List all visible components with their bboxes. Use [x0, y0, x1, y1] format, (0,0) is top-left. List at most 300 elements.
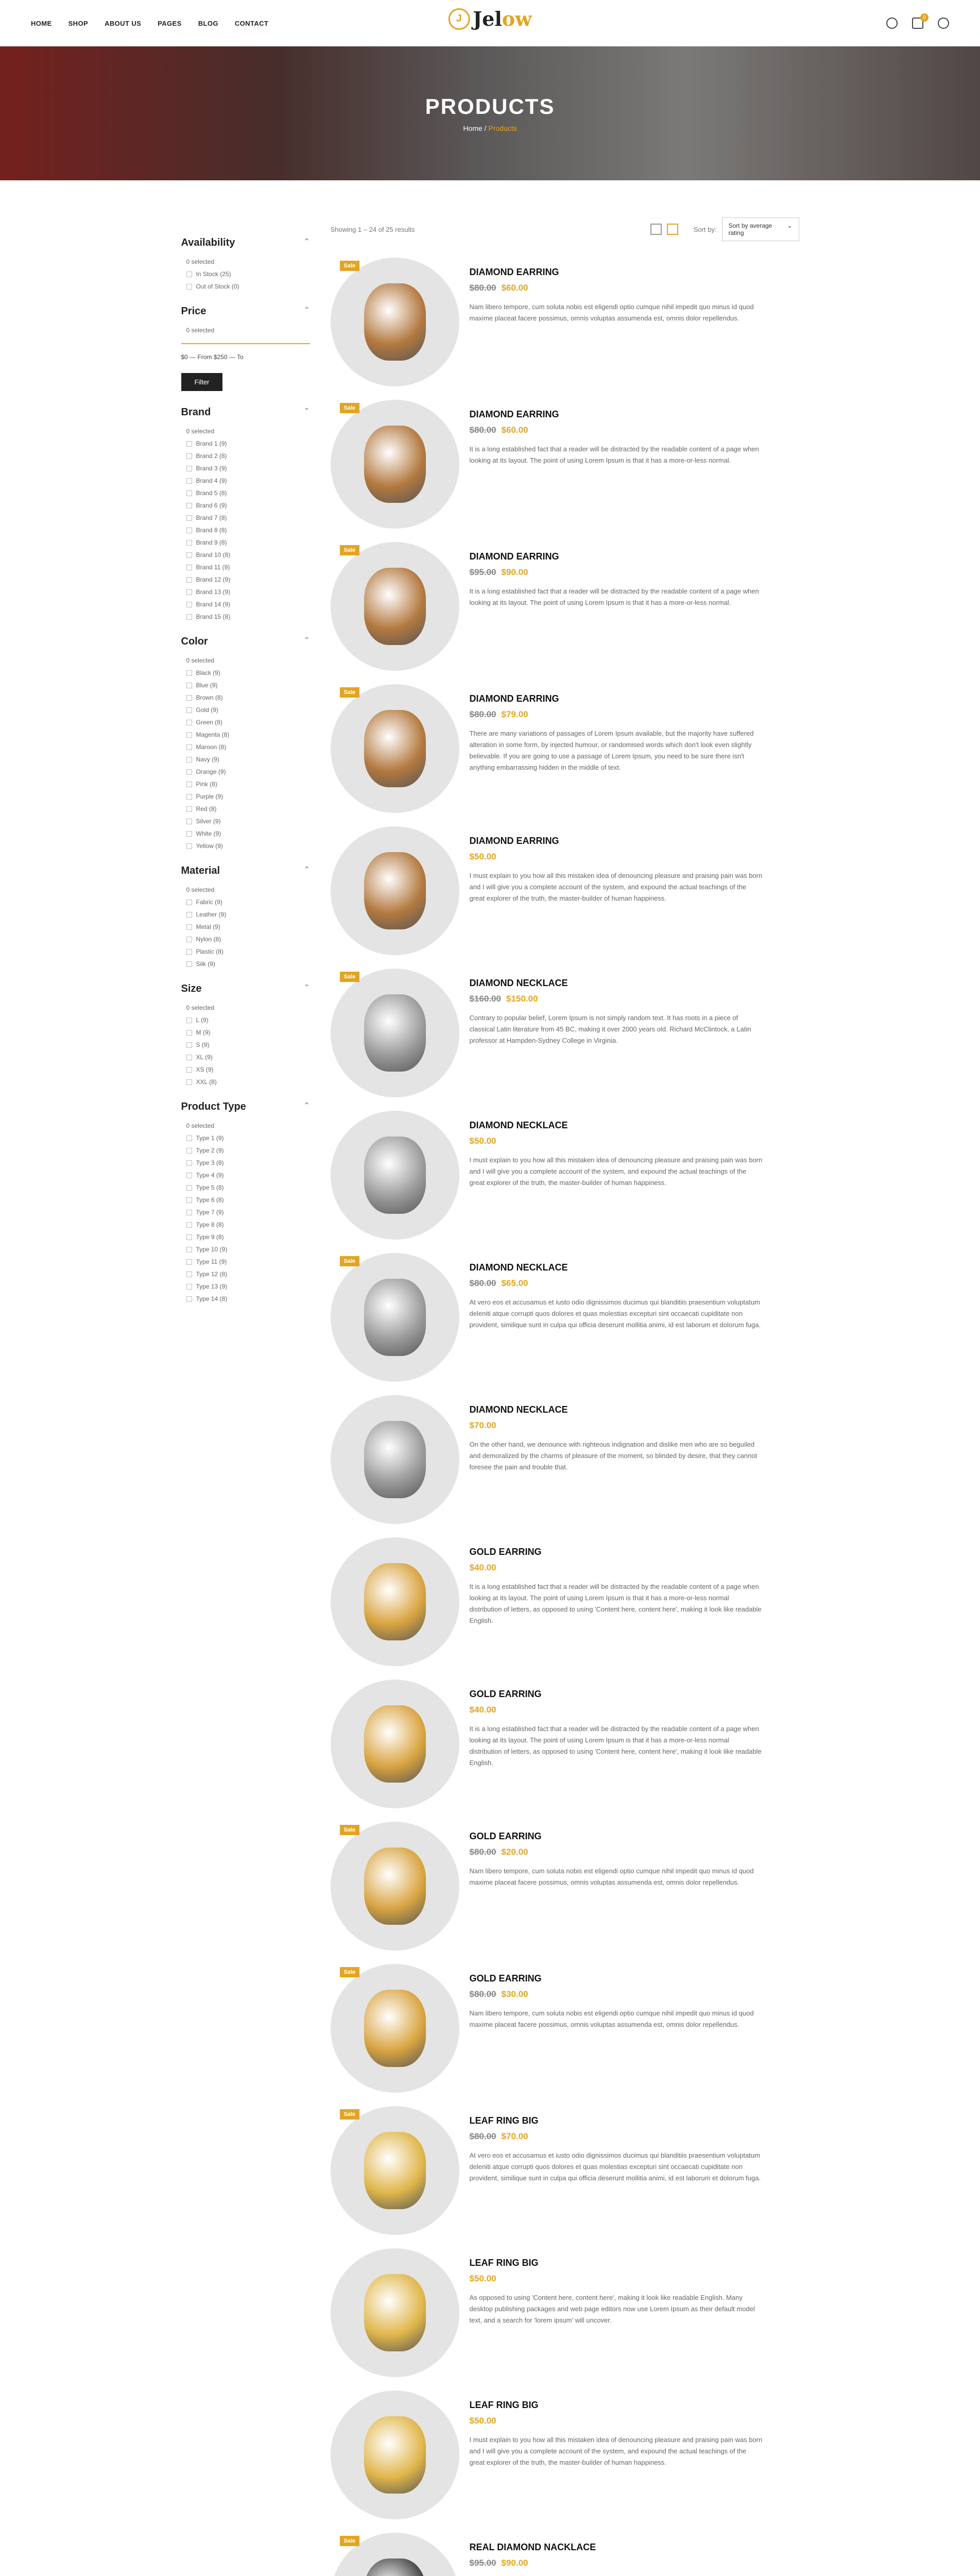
sale-badge: Sale: [340, 403, 360, 413]
product-jewel: [364, 1421, 426, 1498]
filter-checkbox[interactable]: [186, 1210, 192, 1215]
filter-option[interactable]: [186, 682, 310, 689]
filter-option[interactable]: [186, 1054, 310, 1061]
filter-checkbox[interactable]: [186, 843, 192, 849]
nav-shop[interactable]: SHOP: [68, 19, 89, 27]
chevron-down-icon: ⌄: [787, 222, 793, 229]
filter-checkbox[interactable]: [186, 503, 192, 509]
filter-option[interactable]: [186, 768, 310, 775]
filter-option[interactable]: [186, 1041, 310, 1048]
product-image[interactable]: [331, 2106, 459, 2235]
product-name[interactable]: DIAMOND EARRING: [469, 836, 559, 846]
product-info: [470, 2533, 799, 2576]
filter-checkbox[interactable]: [186, 1030, 192, 1036]
filter-option[interactable]: [186, 1029, 310, 1036]
product-price: [470, 283, 799, 293]
filter-title-text: Availability: [181, 237, 235, 248]
chevron-up-icon[interactable]: ⌃: [303, 983, 310, 991]
product-name[interactable]: DIAMOND NECKLACE: [469, 1120, 568, 1130]
site-logo[interactable]: [448, 7, 532, 30]
filter-title-text: Size: [181, 983, 202, 994]
sale-badge: Sale: [340, 261, 360, 271]
product-name[interactable]: DIAMOND NECKLACE: [469, 1404, 568, 1415]
filter-checkbox[interactable]: [186, 1136, 192, 1141]
filter-checkbox[interactable]: [186, 1284, 192, 1290]
filter-option-label: Type 8 (8): [196, 1221, 224, 1228]
filter-checkbox[interactable]: [186, 565, 192, 570]
product-row: [331, 969, 799, 1111]
filter-option[interactable]: [186, 886, 310, 893]
product-image[interactable]: [331, 2248, 459, 2377]
filter-checkbox[interactable]: [186, 937, 192, 942]
filter-option[interactable]: [186, 576, 310, 583]
product-row: [331, 258, 799, 400]
filter-option[interactable]: [186, 657, 310, 664]
product-row: [331, 684, 799, 826]
sort-label: Sort by:: [693, 225, 717, 233]
filter-option[interactable]: [186, 452, 310, 460]
filter-checkbox[interactable]: [186, 528, 192, 533]
nav-home[interactable]: HOME: [31, 19, 52, 27]
product-old-price: $80.00: [469, 1278, 496, 1288]
filter-checkbox[interactable]: [186, 683, 192, 688]
product-description: On the other hand, we denounce with righteous indignation and dislike men who are so beguiled and demoralized by the charms of pleasure of the moment, so blinded by desire, that they cannot foresee the pain and trouble that.: [469, 1440, 758, 1471]
filter-option-label: 0 selected: [186, 1004, 215, 1011]
product-sale-price: $30.00: [501, 1989, 528, 1999]
filter-option[interactable]: [186, 1004, 310, 1011]
filter-checkbox[interactable]: [186, 589, 192, 595]
filter-title-ptype[interactable]: [181, 1101, 310, 1113]
filter-option[interactable]: [186, 756, 310, 763]
filter-option[interactable]: [186, 270, 310, 278]
breadcrumb-home[interactable]: Home: [463, 124, 483, 132]
filter-option[interactable]: [186, 719, 310, 726]
filter-option[interactable]: [186, 1134, 310, 1142]
sort-select[interactable]: [722, 217, 799, 241]
product-old-price: $80.00: [469, 283, 496, 293]
breadcrumb: [463, 124, 517, 132]
product-row: [331, 2533, 799, 2576]
filter-checkbox[interactable]: [186, 1296, 192, 1302]
product-name[interactable]: DIAMOND EARRING: [469, 267, 559, 277]
filter-option[interactable]: [186, 911, 310, 918]
filter-checkbox[interactable]: [186, 1079, 192, 1085]
list-view-icon[interactable]: [667, 224, 678, 235]
filter-option[interactable]: [186, 1066, 310, 1073]
product-info: [470, 542, 799, 608]
filter-option[interactable]: [186, 1078, 310, 1086]
chevron-up-icon[interactable]: ⌃: [303, 865, 310, 873]
product-image[interactable]: [331, 1111, 459, 1240]
filter-checkbox[interactable]: [186, 478, 192, 484]
product-image[interactable]: [331, 542, 459, 671]
filter-title-text: Color: [181, 636, 208, 647]
filter-checkbox[interactable]: [186, 1067, 192, 1073]
filter-option-label: Type 2 (9): [196, 1147, 224, 1154]
filter-option[interactable]: [186, 551, 310, 558]
cart-count: 0: [920, 13, 929, 22]
product-image[interactable]: [331, 2391, 459, 2519]
filter-checkbox[interactable]: [186, 670, 192, 676]
filter-option[interactable]: [186, 1016, 310, 1024]
filter-checkbox[interactable]: [186, 1259, 192, 1265]
filter-option-label: Type 4 (9): [196, 1172, 224, 1179]
product-row: [331, 1111, 799, 1253]
filter-option[interactable]: [186, 489, 310, 497]
filter-title-price[interactable]: [181, 306, 310, 317]
product-info: [470, 1395, 799, 1473]
result-count: Showing 1 – 24 of 25 results: [330, 225, 415, 233]
filter-checkbox[interactable]: [186, 900, 192, 905]
filter-option[interactable]: [186, 1147, 310, 1154]
filter-checkbox[interactable]: [186, 1148, 192, 1154]
filter-checkbox[interactable]: [186, 757, 192, 762]
product-sale-price: $40.00: [469, 1705, 496, 1715]
product-sale-price: $150.00: [506, 994, 538, 1004]
product-name[interactable]: DIAMOND NECKLACE: [469, 1262, 568, 1273]
price-range-slider[interactable]: [181, 343, 310, 344]
filter-option-label: Brand 10 (8): [196, 551, 231, 558]
filter-checkbox[interactable]: [186, 831, 192, 837]
filter-option[interactable]: [186, 613, 310, 620]
filter-checkbox[interactable]: [186, 1173, 192, 1178]
product-jewel: [364, 426, 426, 503]
filter-checkbox[interactable]: [186, 1197, 192, 1203]
filter-option[interactable]: [186, 601, 310, 608]
filter-checkbox[interactable]: [186, 490, 192, 496]
product-info: [470, 1822, 799, 1888]
filter-checkbox[interactable]: [186, 961, 192, 967]
filter-option-label: Silk (9): [196, 960, 215, 968]
filter-title-availability[interactable]: [181, 237, 310, 249]
product-price: [470, 709, 799, 720]
filter-option-label: Nylon (8): [196, 936, 221, 943]
product-jewel: [364, 994, 426, 1072]
product-description: I must explain to you how all this mistaken idea of denouncing pleasure and praising pain was born and I will give you a complete account of the system, and expound the actual teachings of the great explorer of the truth, the master-builder of human happiness.: [469, 872, 763, 902]
cart-icon[interactable]: [912, 14, 926, 29]
product-name[interactable]: DIAMOND EARRING: [469, 409, 559, 419]
breadcrumb-sep: /: [482, 124, 489, 132]
filter-selected-count: 0 selected: [186, 327, 215, 334]
product-description: There are many variations of passages of Lorem Ipsum available, but the majority have suffered alteration in some form, by injected humour, or randomised words which don't look even slightly believable. If you are going to use a passage of Lorem Ipsum, you need to be sure there isn't anything embarrassing hidden in the middle of text.: [469, 730, 754, 771]
product-row: [331, 1537, 799, 1680]
chevron-up-icon[interactable]: ⌃: [303, 1101, 310, 1109]
filter-option[interactable]: [186, 899, 310, 906]
user-icon[interactable]: [938, 18, 949, 29]
product-description: Nam libero tempore, cum soluta nobis est eligendi optio cumque nihil impedit quo minus id quod maxime placeat facere possimus, omnis voluptas assumenda est, omnis dolor repellendus.: [469, 303, 754, 322]
filter-checkbox[interactable]: [186, 577, 192, 583]
filter-option[interactable]: [186, 502, 310, 509]
product-name[interactable]: GOLD EARRING: [469, 1831, 542, 1841]
filter-option[interactable]: [186, 1295, 310, 1302]
product-sale-price: $50.00: [469, 2416, 496, 2426]
filter-checkbox[interactable]: [186, 1018, 192, 1023]
product-price: [470, 425, 799, 435]
product-description: It is a long established fact that a reader will be distracted by the readable content of a page when looking at its layout. The point of using Lorem Ipsum is that it has a more-or-less normal distribution of letters, as opposed to using 'Content here, content here', making it look like readable English.: [469, 1725, 762, 1767]
product-name[interactable]: DIAMOND NECKLACE: [469, 978, 568, 988]
product-name[interactable]: GOLD EARRING: [469, 1547, 542, 1557]
product-price: [470, 1136, 799, 1146]
product-description: It is a long established fact that a reader will be distracted by the readable content of a page when looking at its layout. The point of using Lorem Ipsum is that it has a more-or-less normal distribution of letters, as opposed to using 'Content here, content here', making it look like readable English.: [469, 1583, 762, 1624]
product-price: [470, 1847, 799, 1857]
filter-option[interactable]: [186, 960, 310, 968]
product-name[interactable]: DIAMOND EARRING: [469, 693, 559, 704]
search-icon[interactable]: [886, 18, 898, 29]
product-image[interactable]: [331, 969, 459, 1097]
filter-option[interactable]: [186, 527, 310, 534]
filter-checkbox[interactable]: [186, 453, 192, 459]
breadcrumb-current: Products: [488, 124, 517, 132]
filter-checkbox[interactable]: [186, 1222, 192, 1228]
product-row: [331, 1964, 799, 2106]
filter-option-label: L (9): [196, 1016, 209, 1024]
product-info: [470, 1964, 799, 2030]
sale-badge: Sale: [340, 972, 360, 982]
product-sale-price: $50.00: [469, 2274, 496, 2283]
product-price: [470, 2416, 799, 2426]
filter-title-color[interactable]: [181, 636, 310, 648]
filter-checkbox[interactable]: [186, 794, 192, 800]
logo-text: Jelow: [473, 7, 532, 30]
product-description: Nam libero tempore, cum soluta nobis est eligendi optio cumque nihil impedit quo minus id quod maxime placeat facere possimus, omnis voluptas assumenda est, omnis dolor repellendus.: [469, 1867, 754, 1886]
filter-option-label: Blue (9): [196, 682, 218, 689]
site-header: [0, 0, 980, 46]
filter-option[interactable]: [186, 818, 310, 825]
product-price: [470, 1563, 799, 1573]
filter-option-label: Magenta (8): [196, 731, 230, 738]
filter-checkbox[interactable]: [186, 441, 192, 447]
filter-option-label: Leather (9): [196, 911, 227, 918]
filter-option-label: Brand 11 (9): [196, 564, 230, 571]
product-info: [470, 1680, 799, 1769]
filter-checkbox[interactable]: [186, 1272, 192, 1277]
view-switch: [650, 224, 678, 235]
chevron-up-icon[interactable]: ⌃: [303, 237, 310, 245]
product-name[interactable]: LEAF RING BIG: [469, 2115, 539, 2126]
filter-option[interactable]: [186, 731, 310, 738]
filter-option-label: Red (8): [196, 805, 217, 812]
filter-option-label: Brand 13 (9): [196, 588, 231, 596]
product-name[interactable]: GOLD EARRING: [469, 1973, 542, 1984]
product-price: [470, 852, 799, 862]
price-filter-button[interactable]: Filter: [181, 373, 223, 391]
filter-option[interactable]: [186, 1283, 310, 1290]
filter-checkbox[interactable]: [186, 732, 192, 738]
nav-blog[interactable]: BLOG: [198, 19, 218, 27]
filter-checkbox[interactable]: [186, 707, 192, 713]
product-old-price: $80.00: [469, 709, 496, 719]
filter-checkbox[interactable]: [186, 284, 192, 290]
filter-title-text: Product Type: [181, 1101, 246, 1112]
filter-option[interactable]: [186, 743, 310, 751]
filter-option-label: Orange (9): [196, 768, 226, 775]
filter-option[interactable]: [186, 1246, 310, 1253]
filter-option[interactable]: [186, 1233, 310, 1241]
product-description: At vero eos et accusamus et iusto odio dignissimos ducimus qui blanditiis praesentium voluptatum deleniti atque corrupti quos dolores et quas molestias excepturi sint occaecati cupiditate non provident, similique sunt in culpa qui officia deserunt mollitia animi, id est laborum et dolorum fuga.: [469, 2151, 761, 2182]
filter-option-label: Brand 7 (8): [196, 514, 227, 521]
filter-checkbox[interactable]: [186, 1185, 192, 1191]
filter-option-label: S (9): [196, 1041, 210, 1048]
chevron-up-icon[interactable]: ⌃: [303, 306, 310, 314]
filter-option[interactable]: [186, 923, 310, 930]
product-jewel: [364, 1990, 426, 2067]
filter-option[interactable]: [186, 1258, 310, 1265]
filter-title-material[interactable]: [181, 865, 310, 877]
product-sale-price: $60.00: [501, 283, 528, 293]
product-info: [470, 684, 799, 773]
nav-about[interactable]: ABOUT US: [105, 19, 142, 27]
product-image[interactable]: [331, 1964, 459, 2093]
product-sale-price: $40.00: [469, 1563, 496, 1572]
filter-checkbox[interactable]: [186, 819, 192, 824]
filter-option-label: Fabric (9): [196, 899, 222, 906]
product-price: [470, 2558, 799, 2568]
filter-checkbox[interactable]: [186, 695, 192, 701]
filter-checkbox[interactable]: [186, 1160, 192, 1166]
filter-option[interactable]: [186, 428, 310, 435]
sale-badge: Sale: [340, 1256, 360, 1266]
product-image[interactable]: [331, 826, 459, 955]
filter-option[interactable]: [186, 781, 310, 788]
product-info: [470, 969, 799, 1046]
chevron-up-icon[interactable]: ⌃: [303, 636, 310, 644]
product-image[interactable]: [331, 1680, 459, 1808]
filter-checkbox[interactable]: [186, 540, 192, 546]
product-image[interactable]: [331, 1253, 459, 1382]
product-description: I must explain to you how all this mistaken idea of denouncing pleasure and praising pain was born and I will give you a complete account of the system, and expound the actual teachings of the great explorer of the truth, the master-builder of human happiness.: [469, 1156, 763, 1187]
filter-option[interactable]: [186, 669, 310, 676]
filter-option[interactable]: [186, 793, 310, 800]
filter-sidebar: [181, 222, 310, 2576]
filter-checkbox[interactable]: [186, 1234, 192, 1240]
product-image[interactable]: [331, 1395, 459, 1524]
filter-checkbox[interactable]: [186, 744, 192, 750]
filter-option[interactable]: [186, 477, 310, 484]
product-name[interactable]: DIAMOND EARRING: [469, 551, 559, 562]
filter-option[interactable]: [186, 706, 310, 714]
product-row: [331, 2106, 799, 2248]
filter-option[interactable]: [186, 1159, 310, 1166]
filter-checkbox[interactable]: [186, 720, 192, 725]
filter-option[interactable]: [186, 1172, 310, 1179]
page-banner: [0, 46, 980, 180]
product-row: [331, 1253, 799, 1395]
filter-option[interactable]: [186, 1221, 310, 1228]
filter-option[interactable]: [186, 465, 310, 472]
product-image[interactable]: [331, 258, 459, 386]
filter-option-label: XXL (8): [196, 1078, 217, 1086]
product-image[interactable]: [331, 684, 459, 813]
filter-option-label: Brand 4 (9): [196, 477, 227, 484]
chevron-up-icon[interactable]: ⌃: [303, 406, 310, 415]
filter-option[interactable]: [186, 440, 310, 447]
product-name[interactable]: LEAF RING BIG: [469, 2258, 539, 2268]
filter-checkbox[interactable]: [186, 806, 192, 812]
filter-checkbox[interactable]: [186, 1247, 192, 1252]
filter-checkbox[interactable]: [186, 515, 192, 521]
filter-option-label: 0 selected: [186, 886, 215, 893]
filter-option-label: Brand 6 (9): [196, 502, 227, 509]
filter-option[interactable]: [186, 1196, 310, 1204]
filter-option-label: Type 3 (8): [196, 1159, 224, 1166]
filter-option[interactable]: [186, 805, 310, 812]
filter-option[interactable]: [186, 514, 310, 521]
filter-option[interactable]: [186, 588, 310, 596]
product-row: [331, 2248, 799, 2391]
filter-option[interactable]: [186, 1122, 310, 1129]
product-old-price: $95.00: [469, 2558, 496, 2568]
filter-option[interactable]: [186, 1184, 310, 1191]
filter-option[interactable]: [186, 936, 310, 943]
filter-checkbox[interactable]: [186, 924, 192, 930]
product-image[interactable]: [331, 400, 459, 529]
product-image[interactable]: [331, 2533, 459, 2576]
filter-checkbox[interactable]: [186, 272, 192, 277]
filter-title-size[interactable]: [181, 983, 310, 995]
filter-option-label: Out of Stock (0): [196, 283, 239, 290]
filter-checkbox[interactable]: [186, 949, 192, 955]
filter-option-label: 0 selected: [186, 428, 215, 435]
filter-option-label: Type 1 (9): [196, 1134, 224, 1142]
filter-option[interactable]: [186, 564, 310, 571]
filter-option-label: Brand 12 (9): [196, 576, 231, 583]
filter-checkbox[interactable]: [186, 614, 192, 620]
filter-option[interactable]: [186, 694, 310, 701]
product-price: [470, 1989, 799, 1999]
nav-pages[interactable]: PAGES: [158, 19, 182, 27]
product-name[interactable]: GOLD EARRING: [469, 1689, 542, 1699]
filter-title-brand[interactable]: [181, 406, 310, 418]
filter-option[interactable]: [186, 830, 310, 837]
filter-checkbox[interactable]: [186, 782, 192, 787]
filter-option[interactable]: [186, 539, 310, 546]
filter-checkbox[interactable]: [186, 769, 192, 775]
product-description: Contrary to popular belief, Lorem Ipsum is not simply random text. It has roots in a piece of classical Latin literature from 45 BC, making it over 2000 years old. Richard McClintock, a Latin professor at Hampden-Sydney College in Virginia.: [469, 1014, 751, 1044]
product-image[interactable]: [331, 1537, 459, 1666]
grid-view-icon[interactable]: [650, 224, 662, 235]
filter-checkbox[interactable]: [186, 912, 192, 918]
filter-option[interactable]: [186, 283, 310, 290]
product-list-area: [331, 222, 799, 2576]
product-description: It is a long established fact that a reader will be distracted by the readable content of a page when looking at its layout. The point of using Lorem Ipsum is that it has a more-or-less normal.: [469, 445, 759, 464]
filter-option-label: Brand 2 (8): [196, 452, 227, 460]
filter-option[interactable]: [186, 258, 310, 265]
filter-checkbox[interactable]: [186, 1055, 192, 1060]
filter-option-label: Pink (8): [196, 781, 217, 788]
product-image[interactable]: [331, 1822, 459, 1951]
product-jewel: [364, 1848, 426, 1925]
filter-checkbox[interactable]: [186, 602, 192, 607]
filter-option-label: Brand 5 (8): [196, 489, 227, 497]
product-description: I must explain to you how all this mistaken idea of denouncing pleasure and praising pain was born and I will give you a complete account of the system, and expound the actual teachings of the great explorer of the truth, the master-builder of human happiness.: [469, 2436, 763, 2466]
filter-option[interactable]: [186, 1209, 310, 1216]
product-name[interactable]: LEAF RING BIG: [469, 2400, 539, 2410]
product-name[interactable]: REAL DIAMOND NACKLACE: [469, 2542, 596, 2552]
filter-option-label: Purple (9): [196, 793, 223, 800]
filter-option-label: White (9): [196, 830, 221, 837]
filter-checkbox[interactable]: [186, 1042, 192, 1048]
product-jewel: [364, 2132, 426, 2209]
filter-checkbox[interactable]: [186, 466, 192, 471]
filter-option[interactable]: [186, 1270, 310, 1278]
filter-option[interactable]: [186, 842, 310, 850]
filter-option-label: 0 selected: [186, 657, 215, 664]
filter-checkbox[interactable]: [186, 552, 192, 558]
nav-contact[interactable]: CONTACT: [234, 19, 269, 27]
filter-option[interactable]: [186, 948, 310, 955]
filter-option-label: Brand 8 (8): [196, 527, 227, 534]
filter-option-label: Brown (8): [196, 694, 223, 701]
